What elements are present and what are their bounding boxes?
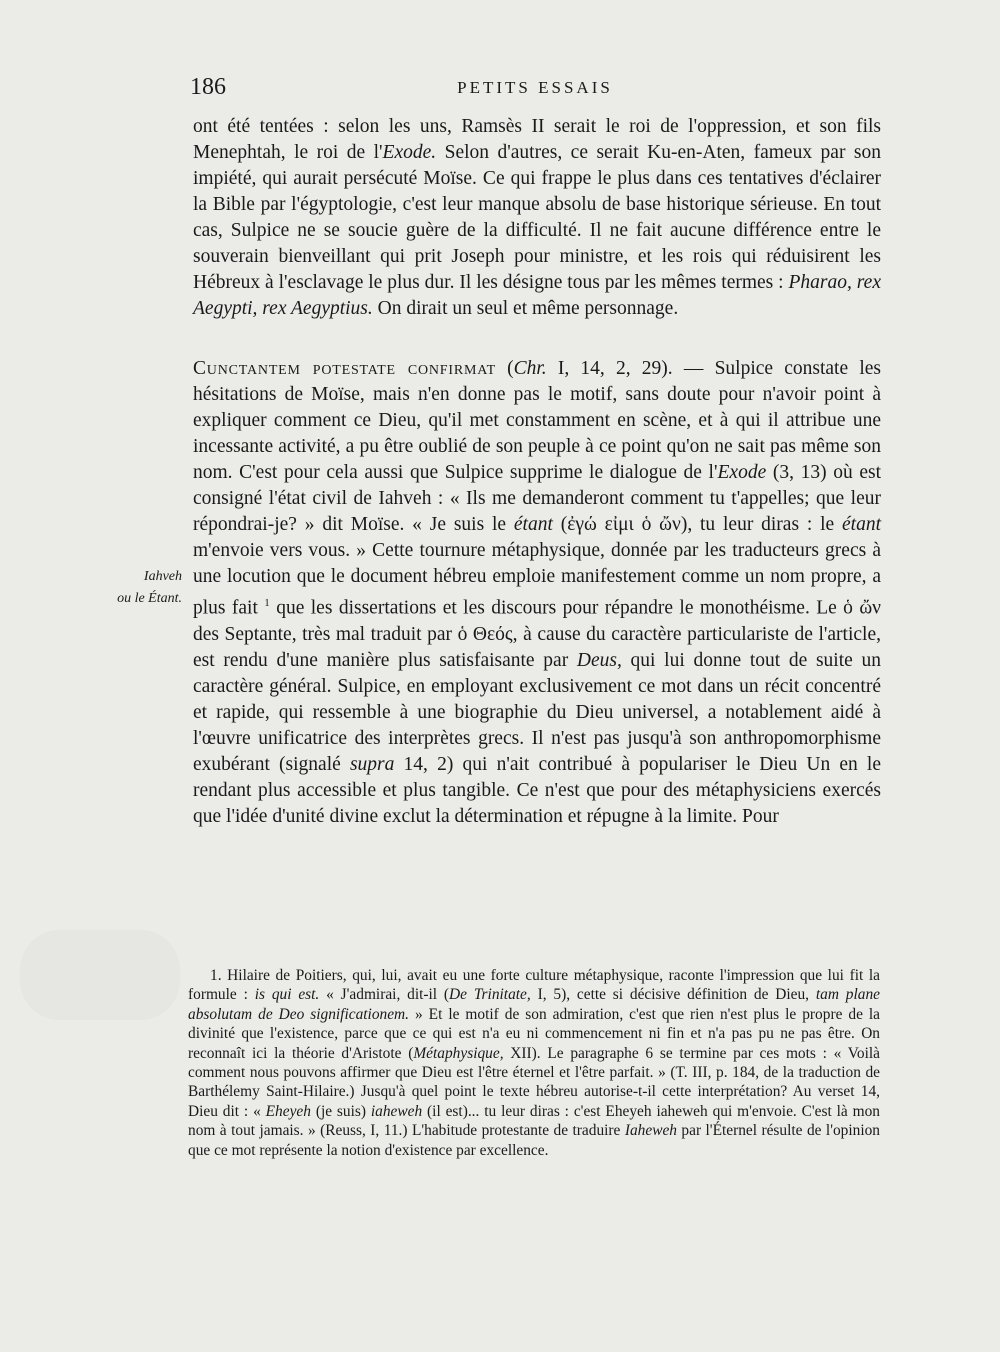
page-header xyxy=(190,74,880,104)
fn-text-8: par l'Éternel résulte de l'opinion que ce mot représente la notion d'existence par excellence. xyxy=(188,1122,880,1159)
p2-italic-2: étant xyxy=(513,514,553,535)
p2-text-2: (3, 13) où est consigné l'état civil de Iahveh : « Ils me demanderont comment tu t'appelles; que leur répondrai-je? » dit Moïse. « Je suis le xyxy=(193,462,882,535)
p2-heading-open: ( xyxy=(495,358,514,379)
p2-text-6: qui lui donne tout de suite un caractère général. Sulpice, en employant exclusivement ce mot dans un récit concentré et rapide, qui ressemble à une biographie du Dieu universel, a notablement aidé à l'œuvre unificatrice des interprètes grecs. Il n'est pas jusqu'à son anthropomorphisme exubérant (signalé xyxy=(193,649,882,775)
fn-italic-6: iaheweh xyxy=(370,1102,423,1120)
fn-text-3: I, 5), cette si décisive définition de Dieu, xyxy=(530,986,816,1004)
paragraph-1 xyxy=(193,114,881,322)
p1-italic-1: Exode. xyxy=(382,142,437,163)
fn-italic-3: tam plane absolutam de Deo significationem. xyxy=(188,986,880,1023)
footnotes xyxy=(188,966,880,1160)
margin-note-line-1: Iahveh xyxy=(143,569,182,584)
p2-italic-3: étant xyxy=(842,514,881,535)
fn-italic-4: Métaphysique, xyxy=(413,1044,504,1062)
p1-text-2: Selon d'autres, ce serait Ku-en-Aten, fameux par son impiété, qui aurait persécuté Moïse. Ce qui frappe le plus dans ces tentatives d'éclairer la Bible par l'égyptologie, c'est leur manque absolu de base historique sérieuse. En tout cas, Sulpice ne se soucie guère de la difficulté. Il ne fait aucune différence entre le souverain bienveillant qui prit Joseph pour ministre, et les rois qui réduisirent les Hébreux à l'esclavage le plus dur. Il les désigne tous par les mêmes termes : xyxy=(193,142,882,293)
p2-text-3: (ἐγώ εἰμι ὁ ὤν), tu leur diras : le xyxy=(552,514,842,535)
p1-italic-2: Pharao, rex Aegypti, rex Aegyptius. xyxy=(193,272,881,319)
p1-text-3: On dirait un seul et même personnage. xyxy=(372,298,679,319)
footnote-1 xyxy=(188,966,880,1160)
p2-heading-ref: I, 14, 2, 29). — xyxy=(546,358,704,379)
p2-text-5: que les dissertations et les discours pour répandre le monothéisme. Le ὁ ὤν des Septante, très mal traduit par ὁ Θεός, à cause du caractère particulariste de l'article, est rendu d'une manière plus satisfaisante par xyxy=(193,597,881,671)
fn-italic-1: is qui est. xyxy=(254,986,320,1004)
p2-heading-chr: Chr. xyxy=(513,358,547,379)
fn-italic-7: Iaheweh xyxy=(624,1122,677,1140)
page-number: 186 xyxy=(190,74,226,100)
fn-text-7: (il est)... tu leur diras : c'est Eheyeh iaheweh qui m'envoie. C'est là mon nom à tout jamais. » (Reuss, I, 11.) L'habitude protestante de traduire xyxy=(188,1102,880,1140)
fn-text-6: (je suis) xyxy=(310,1102,371,1120)
fn-text-5: XII). Le paragraphe 6 se termine par ces mots : « Voilà comment nous pouvons affirmer que Dieu est l'être éternel et l'être parfait. » (T. III, p. 184, de la traduction de Barthélemy Saint-Hilaire.) Jusqu'à quel point le texte hébreu autorise-t-il cette interprétation? Au verset 14, Dieu dit : « xyxy=(188,1044,880,1120)
fn-text-1: 1. Hilaire de Poitiers, qui, lui, avait eu une forte culture métaphysique, raconte l'impression que lui fit la formule : xyxy=(188,967,880,1004)
p1-text-1: ont été tentées : selon les uns, Ramsès II serait le roi de l'oppression, et son fils Menephtah, le roi de l' xyxy=(193,116,881,163)
fn-italic-5: Eheyeh xyxy=(265,1102,311,1120)
p2-italic-4: Deus, xyxy=(576,649,622,671)
p2-italic-5: supra xyxy=(349,753,395,775)
p2-text-7: 14, 2) qui n'ait contribué à populariser le Dieu Un en le rendant plus accessible et plus tangible. Ce n'est que pour des métaphysiciens exercés que l'idée d'unité divine exclut la détermination et répugne à la limite. Pour xyxy=(193,753,882,827)
section-heading: Cunctantem potestate confirmat xyxy=(193,358,496,379)
paragraph-2 xyxy=(193,356,881,830)
p2-text-4: m'envoie vers vous. » Cette tournure métaphysique, donnée par les traducteurs grecs à une locution que le document hébreu emploie manifestement comme un nom propre, a plus fait xyxy=(193,540,881,619)
footnote-ref: 1 xyxy=(264,597,270,609)
p2-text-1: Sulpice constate les hésitations de Moïse, mais n'en donne pas le motif, sans doute pour n'avoir point à expliquer comment ce Dieu, qu'il met constamment en scène, et à qui il attribue une incessante activité, a pu être oublié de son peuple à ce point qu'on ne sait pas même son nom. C'est pour cela aussi que Sulpice supprime le dialogue de l' xyxy=(193,358,881,483)
fn-text-2: « J'admirai, dit-il ( xyxy=(319,986,450,1004)
margin-note xyxy=(100,566,182,610)
page-stain xyxy=(20,930,180,1020)
running-title: PETITS ESSAIS xyxy=(457,78,613,97)
fn-italic-2: De Trinitate, xyxy=(449,986,531,1004)
fn-text-4: » Et le motif de son admiration, c'est que rien n'est plus le propre de la divinité que l'existence, parce que ce qui est n'a eu ni commencement ni fin et n'a pas pu ne pas être. On reconnaît ici la théorie d'Aristote ( xyxy=(188,1005,881,1062)
margin-note-line-2: ou le Étant. xyxy=(117,591,182,606)
p2-italic-1: Exode xyxy=(717,462,767,483)
main-text xyxy=(193,114,881,830)
